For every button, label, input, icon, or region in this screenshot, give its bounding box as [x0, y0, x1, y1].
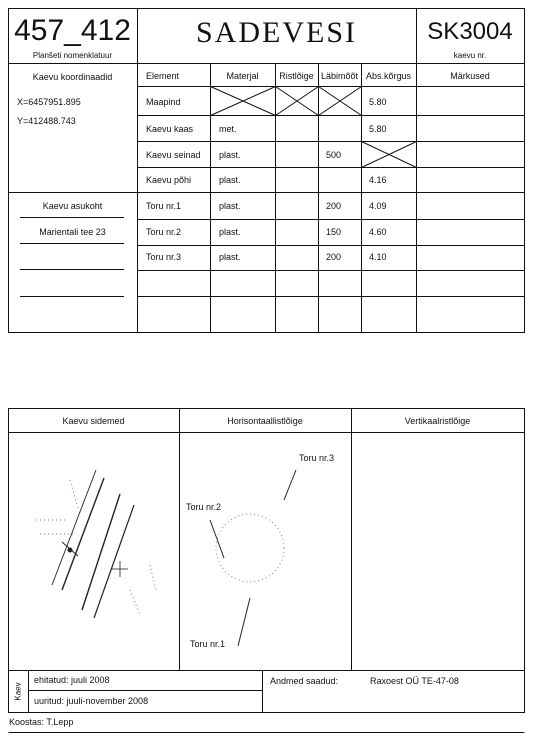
- pipe1-label: Toru nr.1: [190, 639, 226, 649]
- row-element: Kaevu põhi: [146, 175, 192, 185]
- row-material: plast.: [219, 201, 241, 211]
- row-element: Maapind: [146, 97, 181, 107]
- col-header-section: Ristlõige: [279, 71, 314, 81]
- site-sketch: [36, 470, 156, 618]
- surveyed-date: uuritud: juuli-november 2008: [34, 696, 149, 706]
- col-header-elevation: Abs.kõrgus: [365, 71, 412, 81]
- row-element: Toru nr.3: [146, 252, 182, 262]
- row-element: Toru nr.1: [146, 201, 182, 211]
- row-material: plast.: [219, 252, 241, 262]
- location-heading: Kaevu asukoht: [42, 201, 103, 211]
- side-label: Kaev: [13, 681, 23, 701]
- row-elevation: 4.16: [369, 175, 387, 185]
- coords-heading: Kaevu koordinaadid: [32, 72, 113, 82]
- location-address: Marientali tee 23: [39, 227, 106, 237]
- row-element: Kaevu seinad: [146, 150, 201, 160]
- built-date: ehitatud: juuli 2008: [34, 675, 110, 685]
- row-elevation: 4.09: [369, 201, 387, 211]
- author: Koostas: T.Lepp: [9, 717, 74, 727]
- plan-label: Planšeti nomenklatuur: [32, 51, 113, 60]
- horizontal-section-sketch: [210, 470, 296, 646]
- row-elevation: 4.60: [369, 227, 387, 237]
- row-elevation: 4.10: [369, 252, 387, 262]
- col-header-material: Materjal: [226, 71, 259, 81]
- row-element: Kaevu kaas: [146, 124, 194, 134]
- coord-x: X=6457951.895: [17, 97, 81, 107]
- row-material: plast.: [219, 175, 241, 185]
- well-number: SK3004: [427, 18, 513, 45]
- col-header-notes: Märkused: [450, 71, 490, 81]
- horizontal-section-title: Horisontaallistlõige: [227, 416, 303, 426]
- row-diameter: 200: [326, 252, 342, 262]
- row-material: met.: [219, 124, 237, 134]
- row-diameter: 150: [326, 227, 342, 237]
- pipe2-label: Toru nr.2: [186, 502, 222, 512]
- plan-number: 457_412: [14, 14, 131, 47]
- side-label-wrap: [8, 670, 28, 712]
- pipe3-label: Toru nr.3: [299, 453, 335, 463]
- row-diameter: 200: [326, 201, 342, 211]
- data-source-label: Andmed saadud:: [270, 676, 339, 686]
- data-source-value: Raxoest OÜ TE-47-08: [370, 676, 459, 686]
- row-material: plast.: [219, 227, 241, 237]
- vertical-section-title: Vertikaalristlõige: [404, 416, 471, 426]
- col-header-element: Element: [146, 71, 180, 81]
- coord-y: Y=412488.743: [17, 116, 76, 126]
- row-elevation: 5.80: [369, 124, 387, 134]
- row-material: plast.: [219, 150, 241, 160]
- connections-title: Kaevu sidemed: [62, 416, 125, 426]
- page-title: SADEVESI: [195, 16, 357, 49]
- row-elevation: 5.80: [369, 97, 387, 107]
- row-diameter: 500: [326, 150, 342, 160]
- well-label: kaevu nr.: [453, 51, 487, 60]
- row-element: Toru nr.2: [146, 227, 182, 237]
- col-header-diameter: Läbimõõt: [320, 71, 359, 81]
